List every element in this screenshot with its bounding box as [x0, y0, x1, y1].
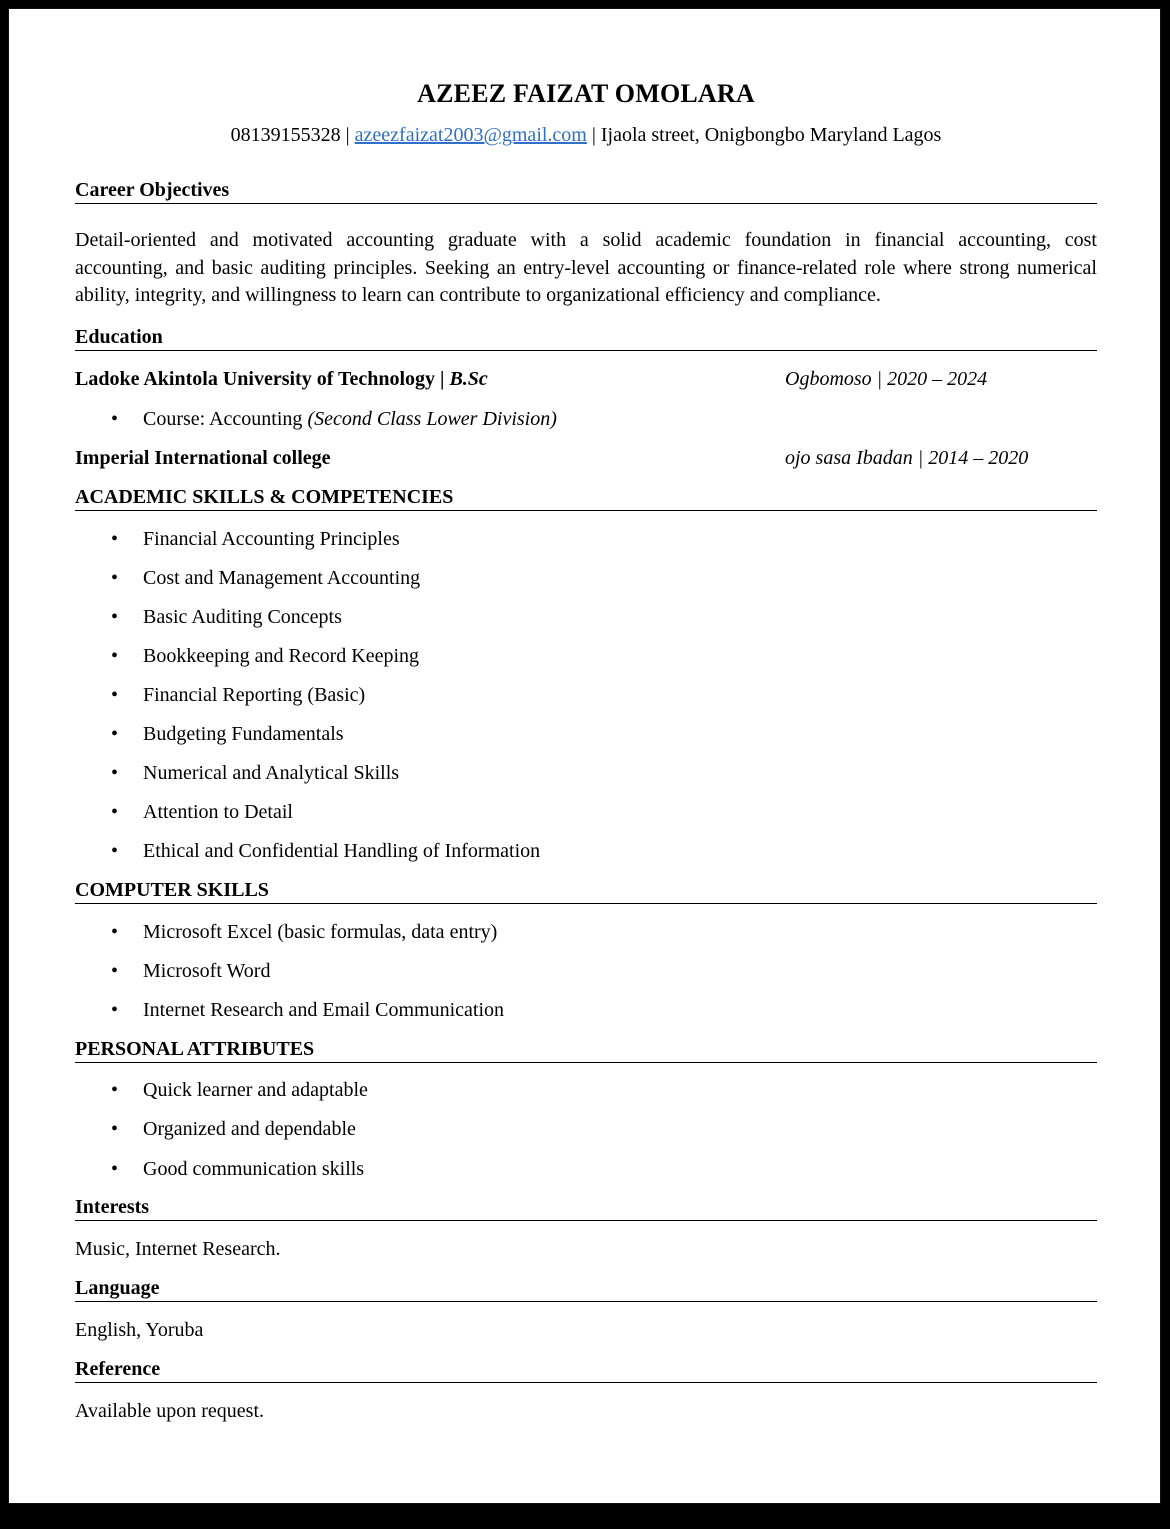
education-heading: Education: [75, 325, 1097, 351]
skill-text: Budgeting Fundamentals: [143, 723, 344, 745]
skill-text: Numerical and Analytical Skills: [143, 762, 400, 784]
email-link[interactable]: azeezfaizat2003@gmail.com: [354, 124, 587, 146]
bullet-icon: •: [111, 684, 119, 706]
phone-number: 08139155328: [230, 124, 341, 146]
career-objectives-text: [75, 227, 1097, 310]
bullet-icon: •: [111, 567, 119, 589]
course-name: Course: Accounting: [143, 408, 303, 430]
school-name-text: Ladoke Akintola University of Technology |: [75, 368, 445, 390]
skill-text: Microsoft Word: [143, 960, 271, 982]
attribute-text: Quick learner and adaptable: [143, 1079, 368, 1101]
contact-line: [75, 124, 1097, 147]
skill-text: Ethical and Confidential Handling of Information: [143, 840, 541, 862]
education-entry: [75, 367, 1097, 391]
bullet-icon: •: [111, 801, 119, 823]
interests-heading: Interests: [75, 1195, 1097, 1221]
computer-skills-heading: COMPUTER SKILLS: [75, 878, 1097, 904]
reference-heading: Reference: [75, 1357, 1097, 1383]
skill-text: Financial Accounting Principles: [143, 528, 400, 550]
bullet-icon: •: [111, 528, 119, 550]
skill-text: Bookkeeping and Record Keeping: [143, 645, 420, 667]
separator: |: [345, 124, 350, 146]
language-text: English, Yoruba: [75, 1319, 204, 1341]
skill-text: Microsoft Excel (basic formulas, data entry): [143, 921, 498, 943]
skill-text: Basic Auditing Concepts: [143, 606, 342, 628]
personal-attributes-heading: PERSONAL ATTRIBUTES: [75, 1037, 1097, 1063]
attribute-text: Good communication skills: [143, 1158, 365, 1180]
bullet-icon: •: [111, 1079, 119, 1101]
bullet-icon: •: [111, 723, 119, 745]
school-name: [75, 368, 488, 390]
bullet-icon: •: [111, 1158, 119, 1180]
school-name: Imperial International college: [75, 447, 331, 469]
reference-text: Available upon request.: [75, 1400, 265, 1422]
bullet-icon: •: [111, 1118, 119, 1140]
school-location-dates: ojo sasa Ibadan | 2014 – 2020: [785, 447, 1029, 469]
interests-text: Music, Internet Research.: [75, 1238, 281, 1260]
bullet-icon: •: [111, 645, 119, 667]
skill-text: Attention to Detail: [143, 801, 293, 823]
candidate-name: AZEEZ FAIZAT OMOLARA: [417, 79, 755, 108]
resume-page: [9, 9, 1160, 1503]
address: Ijaola street, Onigbongbo Maryland Lagos: [600, 124, 942, 146]
education-entry: [75, 446, 1097, 470]
degree: B.Sc: [449, 368, 488, 390]
career-objectives-heading: Career Objectives: [75, 178, 1097, 204]
course-text: [143, 407, 557, 431]
skill-text: Cost and Management Accounting: [143, 567, 421, 589]
bullet-icon: •: [111, 960, 119, 982]
bullet-icon: •: [111, 999, 119, 1021]
skill-text: Financial Reporting (Basic): [143, 684, 366, 706]
bullet-icon: •: [111, 840, 119, 862]
bullet-icon: •: [111, 408, 119, 430]
bullet-icon: •: [111, 606, 119, 628]
career-line: accounting, and basic auditing principles. Seeking an entry-level accounting or finance-related role where strong numerical: [75, 256, 1097, 279]
language-heading: Language: [75, 1276, 1097, 1302]
course-class: (Second Class Lower Division): [307, 408, 557, 430]
attribute-text: Organized and dependable: [143, 1118, 356, 1140]
bullet-icon: •: [111, 762, 119, 784]
career-line: ability, integrity, and willingness to learn can contribute to organizational efficiency and compliance.: [75, 284, 881, 306]
bullet-icon: •: [111, 921, 119, 943]
school-location-dates: Ogbomoso | 2020 – 2024: [785, 368, 988, 390]
separator: |: [591, 124, 596, 146]
skill-text: Internet Research and Email Communication: [143, 999, 504, 1021]
career-line: Detail-oriented and motivated accounting graduate with a solid academic foundation in financial accounting, cost: [75, 229, 1097, 251]
academic-skills-heading: ACADEMIC SKILLS & COMPETENCIES: [75, 485, 1097, 511]
